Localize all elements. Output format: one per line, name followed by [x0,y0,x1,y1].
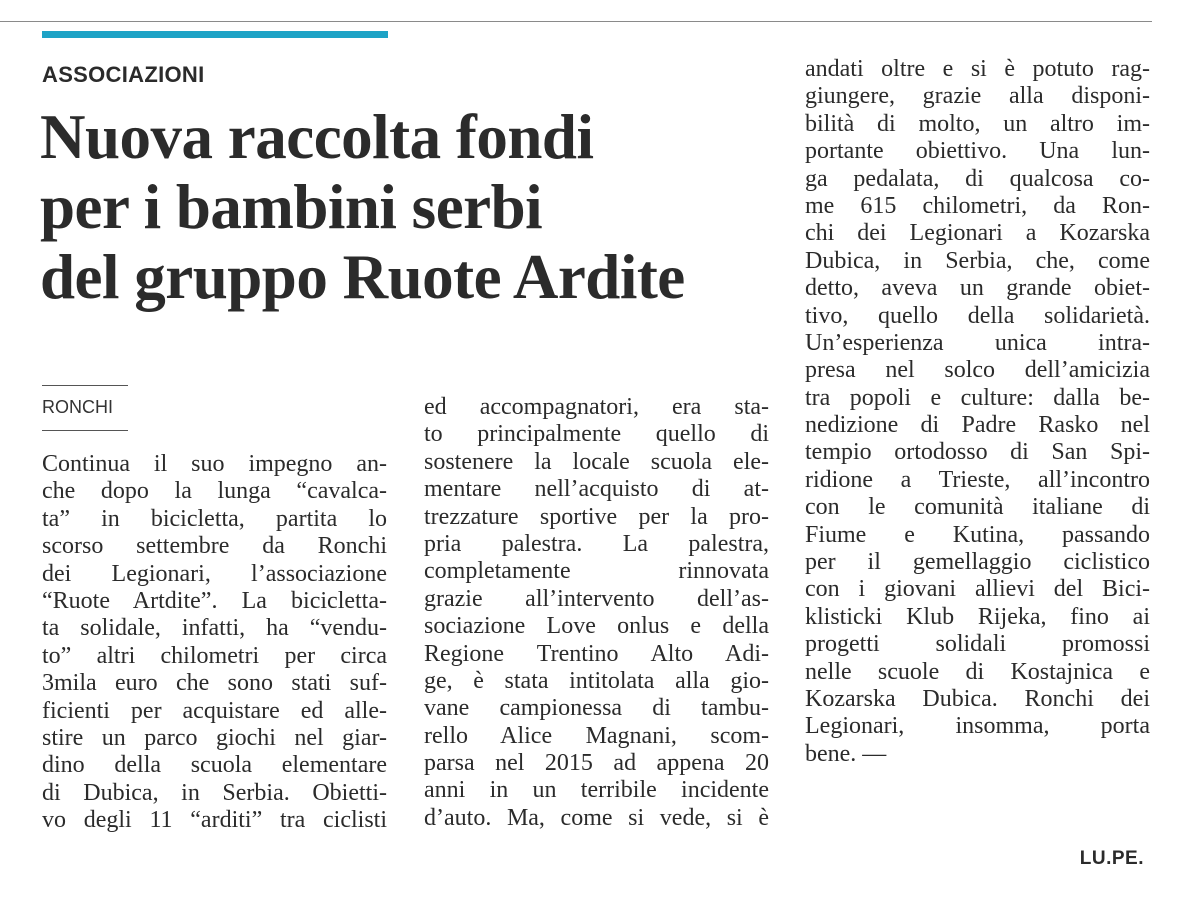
body-text-line: vo degli 11 “arditi” tra ciclisti [42,807,387,834]
body-text-line: di Dubica, in Serbia. Obietti- [42,779,387,806]
body-text-line: detto, aveva un grande obiet- [805,275,1150,302]
body-text-line: chi dei Legionari a Kozarska [805,220,1150,247]
body-column-1 [42,451,387,834]
body-text-line: portante obiettivo. Una lun- [805,138,1150,165]
body-text-line: rello Alice Magnani, scom- [424,722,769,749]
body-text-line: parsa nel 2015 ad appena 20 [424,750,769,777]
body-text-line: ga pedalata, di qualcosa co- [805,165,1150,192]
body-text-line: nedizione di Padre Rasko nel [805,412,1150,439]
section-accent-bar [42,31,388,38]
body-text-line: anni in un terribile incidente [424,777,769,804]
body-text-line: Un’esperienza unica intra- [805,329,1150,356]
body-text-line: sostenere la locale scuola ele- [424,448,769,475]
headline [40,102,780,312]
body-text-line: to principalmente quello di [424,421,769,448]
body-text-line: progetti solidali promossi [805,631,1150,658]
body-text-line: pria palestra. La palestra, [424,530,769,557]
body-text-line: Dubica, in Serbia, che, come [805,247,1150,274]
body-text-line: ed accompagnatori, era sta- [424,394,769,420]
body-text-line: Legionari, insomma, porta [805,713,1150,740]
author-signature: LU.PE. [1079,848,1144,869]
body-text-line: che dopo la lunga “cavalca- [42,478,387,505]
body-text-line: ta” in bicicletta, partita lo [42,505,387,532]
body-text-line: bene. — [805,740,887,767]
body-text-line: d’auto. Ma, come si vede, si è [424,804,769,831]
body-text-line: trezzature sportive per la pro- [424,503,769,530]
body-text-line: Kozarska Dubica. Ronchi dei [805,685,1150,712]
body-text-line: tivo, quello della solidarietà. [805,302,1150,329]
body-text-line: con le comunità italiane di [805,494,1150,521]
body-text-line: ta solidale, infatti, ha “vendu- [42,615,387,642]
body-text-line: 3mila euro che sono stati suf- [42,670,387,697]
body-text-line: con i giovani allievi del Bici- [805,576,1150,603]
body-text-line: per il gemellaggio ciclistico [805,549,1150,576]
dateline: RONCHI [42,397,113,417]
body-text-line: dino della scuola elementare [42,752,387,779]
body-text-line: ficienti per acquistare ed alle- [42,697,387,724]
body-text-line: scorso settembre da Ronchi [42,533,387,560]
body-text-line: andati oltre e si è potuto rag- [805,56,1150,82]
body-text-line: presa nel solco dell’amicizia [805,357,1150,384]
headline-line: del gruppo Ruote Ardite [40,242,685,312]
body-text-line: me 615 chilometri, da Ron- [805,192,1150,219]
body-text-line: tempio ortodosso di San Spi- [805,439,1150,466]
body-text-line: to” altri chilometri per circa [42,642,387,669]
body-text-line: mentare nell’acquisto di at- [424,476,769,503]
body-text-line: “Ruote Artdite”. La bicicletta- [42,587,387,614]
body-text-line: Fiume e Kutina, passando [805,521,1150,548]
section-kicker: ASSOCIAZIONI [42,62,205,87]
body-text-line: vane campionessa di tambu- [424,695,769,722]
top-rule [0,21,1152,22]
body-text-line: klisticki Klub Rijeka, fino ai [805,603,1150,630]
body-column-3 [805,56,1150,768]
body-text-line: grazie all’intervento dell’as- [424,585,769,612]
body-text-line: bilità di molto, un altro im- [805,110,1150,137]
body-text-line: ridione a Trieste, all’incontro [805,466,1150,493]
dateline-box [42,385,128,431]
body-text-line: ge, è stata intitolata alla gio- [424,667,769,694]
headline-line: per i bambini serbi [40,172,543,242]
body-text-line: dei Legionari, l’associazione [42,560,387,587]
body-text-line: giungere, grazie alla disponi- [805,83,1150,110]
body-text-line: tra popoli e culture: dalla be- [805,384,1150,411]
headline-line: Nuova raccolta fondi [40,102,594,172]
body-text-line: Regione Trentino Alto Adi- [424,640,769,667]
body-text-line: Continua il suo impegno an- [42,451,387,477]
body-text-line: completamente rinnovata [424,558,769,585]
body-column-2 [424,394,769,832]
body-text-line: stire un parco giochi nel giar- [42,724,387,751]
body-text-line: nelle scuole di Kostajnica e [805,658,1150,685]
body-text-line: sociazione Love onlus e della [424,613,769,640]
